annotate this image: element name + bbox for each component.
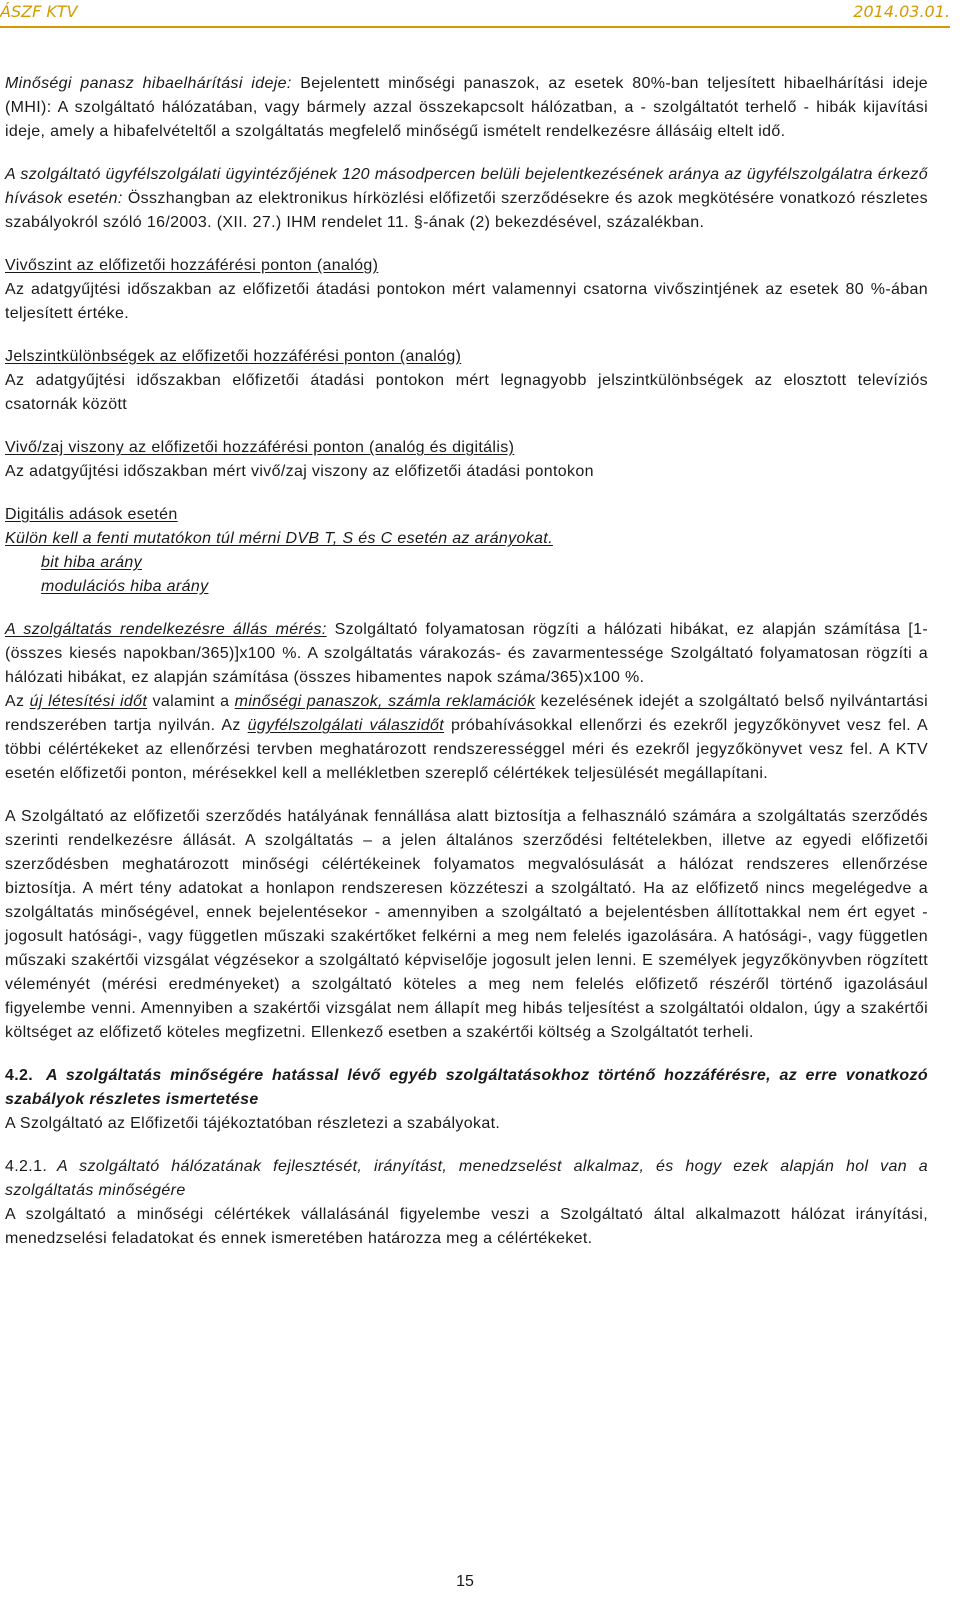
measure-text-b: új létesítési időt [29,693,148,710]
page-number: 15 [456,1573,474,1590]
header-title: ÁSZF KTV [0,2,78,21]
snr-text: Az adatgyűjtési időszakban mért vivő/zaj viszony az előfizetői átadási pontokon [5,463,594,480]
measure-text-e: kezelésének idejét a szolgáltató belső nyilvántartási rendszerében tartja nyilván. Az [5,693,929,734]
header-date: 2014.03.01. [853,2,950,21]
measure-text-f: ügyfélszolgálati válaszidőt [247,717,445,734]
diff-text: Az adatgyűjtési időszakban előfizetői átadási pontokon mért legnagyobb jelszintkülönbségek az elosztott televíziós csatornák között [5,372,928,413]
measure-text-g: próbahívásokkal ellenőrzi és ezekről jegyzőkönyvet vesz fel. A többi célértékeket az ellenőrzési tervben meghatározott rendszerességgel méri és ezekről jegyzőkönyvet vesz fel. A KTV esetén előfizetői ponton, mérésekkel kell a mellékletben szereplő célértékek teljesülését megállapítani. [5,717,929,782]
page-header [0,0,960,24]
availability-label: A szolgáltatás rendelkezésre állás mérés: [5,621,327,638]
level-text: Az adatgyűjtési időszakban az előfizetői átadási pontokon mért valamennyi csatorna vivőszintjének az esetek 80 %-ában teljesített értéke. [5,281,928,322]
measure-text-a: Az [5,693,25,710]
mod-error-item: modulációs hiba arány [41,578,209,595]
document-body [5,72,928,1251]
bit-error-item: bit hiba arány [41,554,142,571]
section-4-2-title: A szolgáltatás minőségére hatással lévő egyéb szolgáltatásokhoz történő hozzáférésre, az erre vonatkozó szabályok részletes ismertetése [5,1067,928,1108]
measure-text-c: valamint a [152,693,230,710]
mhi-text: Bejelentett minőségi panaszok, az esetek 80%-ban teljesített hibaelhárítási ideje (MHI): A szolgáltató hálózatában, vagy bármely azzal összekapcsolt hálózatban, a - szolgáltatót terhelő - hibák kijavítási ideje, amely a hibafelvételtől a szolgáltatás megfelelő minőségű ismételt rendelkezésre állásáig eltelt idő. [5,75,928,140]
section-4-2-1-heading [5,1155,928,1203]
level-title: Vivőszint az előfizetői hozzáférési ponton (analóg) [5,257,379,274]
snr-title: Vivő/zaj viszony az előfizetői hozzáférési ponton (analóg és digitális) [5,439,515,456]
header-rule [0,26,950,28]
digital-text: Külön kell a fenti mutatókon túl mérni DVB T, S és C esetén az arányokat. [5,530,553,547]
section-4-2-text: A Szolgáltató az Előfizetői tájékoztatóban részletezi a szabályokat. [5,1115,501,1132]
measure-paragraph [5,690,928,786]
call-paragraph [5,163,928,235]
mhi-label: Minőségi panasz hibaelhárítási ideje: [5,75,292,92]
measure-text-d: minőségi panaszok, számla reklamációk [234,693,536,710]
section-4-2-1-title: A szolgáltató hálózatának fejlesztését, irányítást, menedzselést alkalmaz, és hogy ezek alapján hol van a szolgáltatás minőségére [5,1158,928,1199]
call-label: A szolgáltató ügyfélszolgálati ügyintézőjének 120 másodpercen belüli bejelentkezésének aránya az ügyfélszolgálatra érkező hívások esetén: [5,166,928,207]
diff-title: Jelszintkülönbségek az előfizetői hozzáférési ponton (analóg) [5,348,462,365]
contract-paragraph: A Szolgáltató az előfizetői szerződés hatályának fennállása alatt biztosítja a felhasználó számára a szolgáltatás szerződés szerinti rendelkezésre állását. A szolgáltatás – a jelen általános szerződési feltételekben, illetve az egyedi előfizetői szerződésben meghatározott minőségi célértékeinek folyamatos megvalósulását a hálózat rendszeres ellenőrzése biztosítja. A mért tény adatokat a honlapon rendszeresen közzéteszi a szolgáltató. Ha az előfizető nincs megelégedve a szolgáltatás minőségével, ennek bejelentésekor - amennyiben a szolgáltató a bejelentésben állítottakkal nem ért egyet - jogosult hatósági-, vagy független műszaki szakértőket felkérni a meg nem felelés igazolására. A hatósági-, vagy független műszaki szakértői vizsgálat végzésekor a szolgáltató képviselője jogosult jelen lenni. E személyek jegyzőkönyvben rögzített véleményét (mérési eredményeket) a szolgáltató köteles a meg nem felelés előfizető részéről történő igazolásául figyelembe venni. Amennyiben a szakértői vizsgálat nem állapít meg hibás teljesítést a szolgáltatói oldalon, úgy a szakértői költséget az előfizető köteles megfizetni. Ellenkező esetben a szakértői költség a Szolgáltatót terheli. [5,808,928,1041]
section-4-2-1-text: A szolgáltató a minőségi célértékek vállalásánál figyelembe veszi a Szolgáltató által alkalmazott hálózat irányítási, menedzselési feladatokat és ennek ismeretében határozza meg a célértékeket. [5,1206,928,1247]
availability-paragraph [5,618,928,690]
call-text: Összhangban az elektronikus hírközlési előfizetői szerződésekre és azok megkötésére vonatkozó részletes szabályokról szóló 16/2003. (XII. 27.) IHM rendelet 11. §-ának (2) bekezdésével, százalékban. [5,190,929,231]
availability-text: Szolgáltató folyamatosan rögzíti a hálózati hibákat, ez alapján számítása [1-(összes kiesés napokban/365)]x100 %. A szolgáltatás várakozás- és zavarmentessége Szolgáltató folyamatosan rögzíti a hálózati hibákat, ez alapján számítása (összes hibamentes napok száma/365)x100 %. [5,621,928,686]
section-4-2-number: 4.2. [5,1067,34,1084]
digital-title: Digitális adások esetén [5,506,178,523]
mhi-paragraph [5,72,928,144]
section-4-2-heading [5,1064,928,1112]
section-4-2-1-number: 4.2.1. [5,1158,48,1175]
